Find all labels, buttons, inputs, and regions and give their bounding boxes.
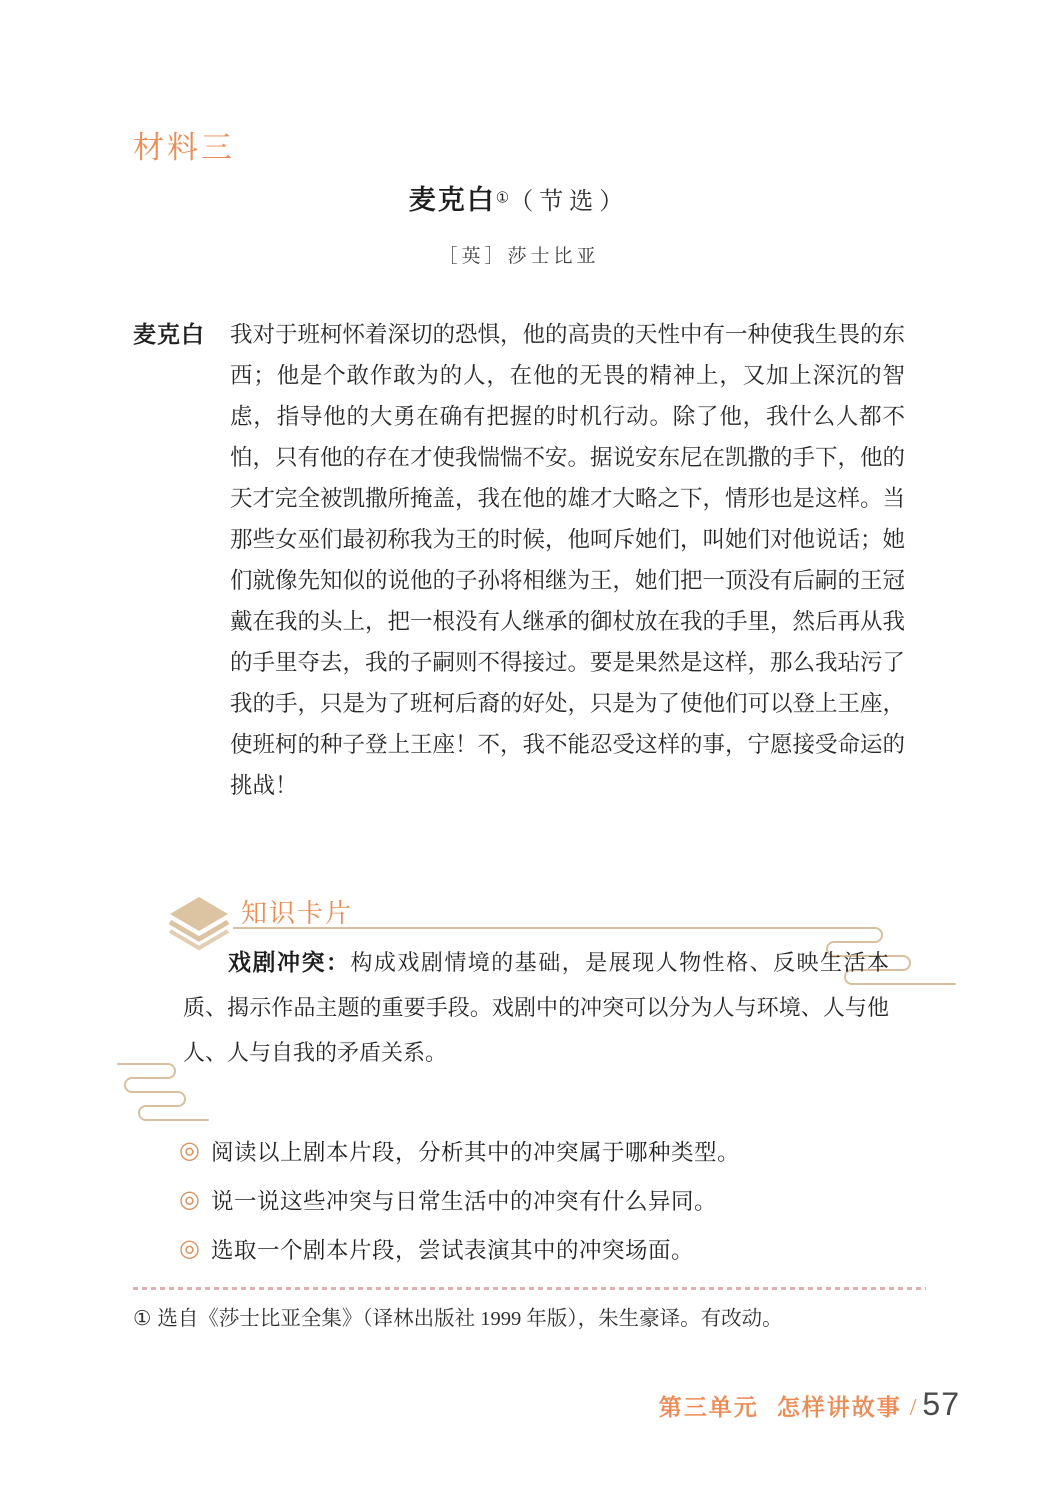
task-list [179,1126,839,1273]
task-text: 说一说这些冲突与日常生活中的冲突有什么异同。 [210,1188,717,1214]
task-text: 选取一个剧本片段，尝试表演其中的冲突场面。 [210,1237,694,1263]
task-text: 阅读以上剧本片段，分析其中的冲突属于哪种类型。 [210,1139,740,1165]
unit-label: 第三单元 [658,1394,759,1420]
footer-separator: / [909,1395,917,1421]
section-label: 材料三 [133,130,235,165]
footnote [133,1302,933,1336]
task-item [179,1126,839,1175]
title-suffix: （节选） [509,189,630,215]
article-title [133,178,905,217]
page-number: 57 [922,1386,960,1422]
knowledge-card-term: 戏剧冲突： [228,949,351,975]
speaker-label: 麦克白 [133,321,205,347]
title-main: 麦克白 [408,185,496,215]
dialogue-text: 我对于班柯怀着深切的恐惧，他的高贵的天性中有一种使我生畏的东西；他是个敢作敢为的人，在他的无畏的精神上，又加上深沉的智虑，指导他的大勇在确有把握的时机行动。除了他，我什么人都不怕，只有他的存在才使我惴惴不安。据说安东尼在凯撒的手下，他的天才完全被凯撒所掩盖，我在他的雄才大略之下，情形也是这样。当那些女巫们最初称我为王的时候，他呵斥她们，叫她们对他说话；她们就像先知似的说他的子孙将相继为王，她们把一顶没有后嗣的王冠戴在我的头上，把一根没有人继承的御杖放在我的手里，然后再从我的手里夺去，我的子嗣则不得接过。要是果然是这样，那么我玷污了我的手，只是为了班柯后裔的好处，只是为了使他们可以登上王座，使班柯的种子登上王座！不，我不能忍受这样的事，宁愿接受命运的挑战！ [230,322,906,798]
unit-title: 怎样讲故事 [776,1394,902,1420]
dialogue-block [133,314,905,806]
footnote-marker: ① [133,1308,152,1330]
page-footer [659,1386,960,1423]
author-line: ［英］莎士比亚 [438,246,600,267]
ring-bullet-icon: ◎ [179,1186,200,1213]
task-item [179,1224,839,1273]
ring-bullet-icon: ◎ [179,1137,200,1164]
footnote-separator [133,1287,926,1290]
ring-bullet-icon: ◎ [179,1235,200,1262]
knowledge-card-label: 知识卡片 [241,898,354,928]
title-footnote-ref: ① [495,190,510,207]
task-item [179,1175,839,1224]
knowledge-card-definition: 构成戏剧情境的基础，是展现人物性格、反映生活本质、揭示作品主题的重要手段。戏剧中的冲突可以分为人与环境、人与他人、人与自我的矛盾关系。 [183,950,889,1065]
footnote-text: 选自《莎士比亚全集》（译林出版社 1999 年版），朱生豪译。有改动。 [157,1308,783,1330]
knowledge-card-body [183,940,889,1075]
